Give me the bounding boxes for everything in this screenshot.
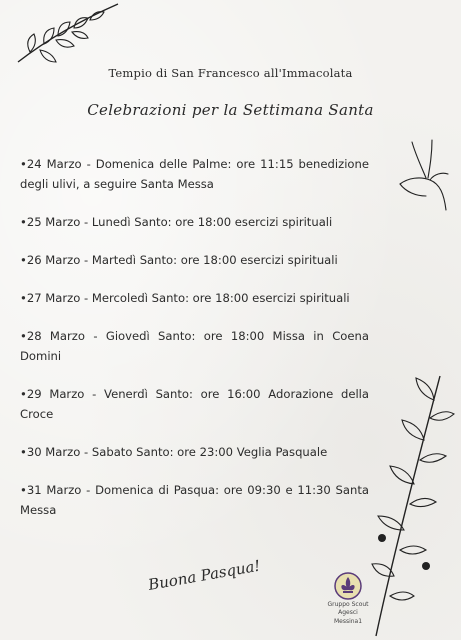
page-title: Celebrazioni per la Settimana Santa <box>87 101 374 119</box>
logo-line-2: Messina1 <box>333 618 363 625</box>
event-item: •31 Marzo - Domenica di Pasqua: ore 09:30 e 11:30 Santa Messa <box>20 483 369 517</box>
event-item: •26 Marzo - Martedì Santo: ore 18:00 esercizi spirituali <box>20 253 338 267</box>
event-list <box>20 154 369 538</box>
scout-logo <box>318 572 378 626</box>
event-item: •29 Marzo - Venerdì Santo: ore 16:00 Adorazione della Croce <box>20 387 369 421</box>
logo-line-1: Gruppo Scout Agesci <box>327 601 369 616</box>
event-item: •25 Marzo - Lunedì Santo: ore 18:00 esercizi spirituali <box>20 215 333 229</box>
event-item: •28 Marzo - Giovedì Santo: ore 18:00 Missa in Coena Domini <box>20 329 369 363</box>
olive-branch-icon <box>10 0 130 70</box>
event-item: •27 Marzo - Mercoledì Santo: ore 18:00 esercizi spirituali <box>20 291 350 305</box>
dove-icon <box>392 138 456 218</box>
event-item: •30 Marzo - Sabato Santo: ore 23:00 Veglia Pasquale <box>20 445 328 459</box>
olive-branch-icon <box>370 370 460 640</box>
church-name: Tempio di San Francesco all'Immacolata <box>108 66 353 80</box>
scout-fleur-de-lis-icon <box>334 572 362 600</box>
event-item: •24 Marzo - Domenica delle Palme: ore 11:15 benedizione degli ulivi, a seguire Santa Messa <box>20 157 369 191</box>
greeting: Buona Pasqua! <box>146 556 262 594</box>
